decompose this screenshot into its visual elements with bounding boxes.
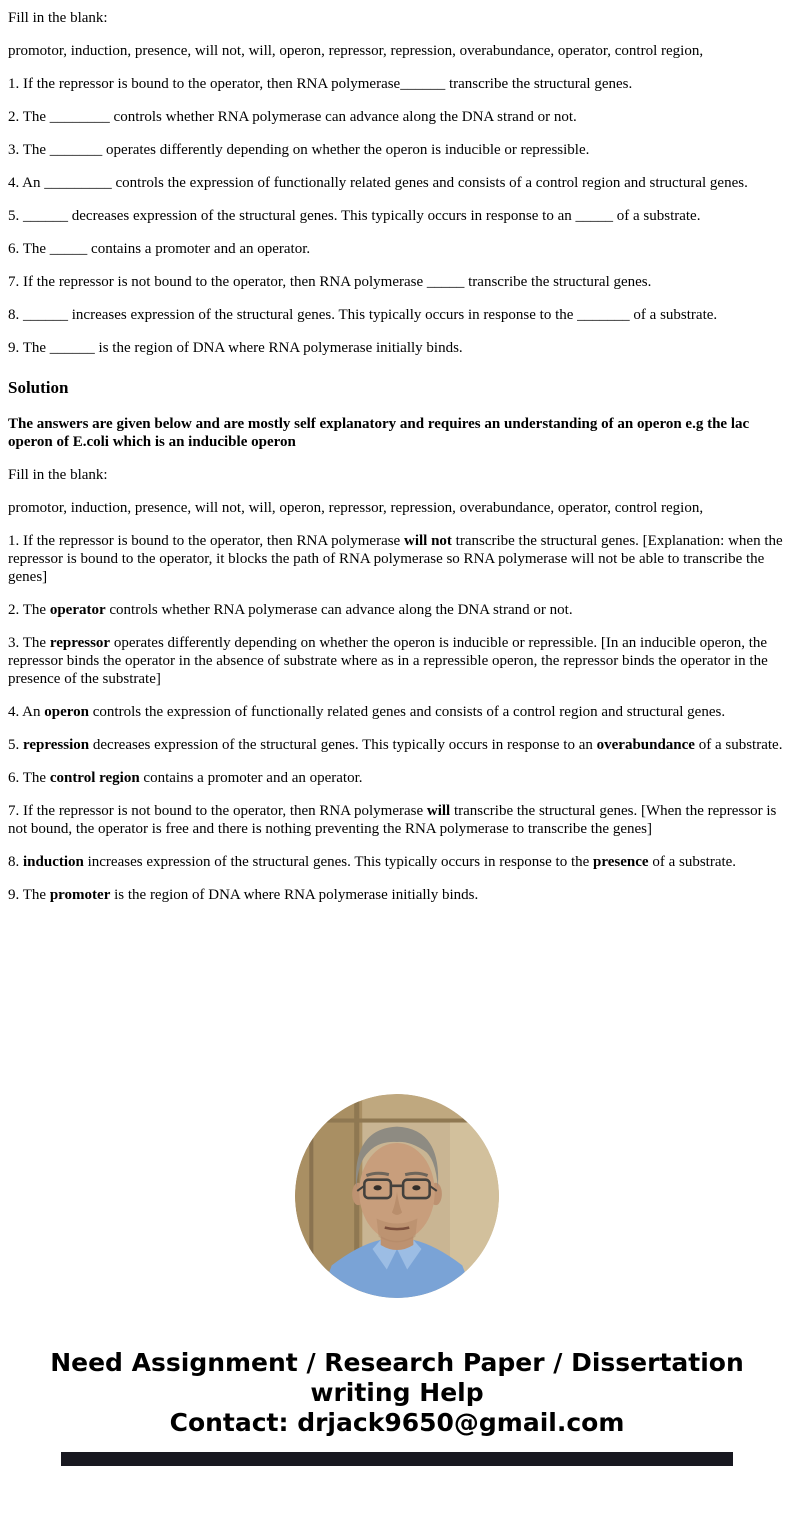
question-item-6: 6. The _____ contains a promoter and an operator.	[8, 241, 311, 257]
solution-prompt: Fill in the blank:	[8, 467, 108, 484]
answer-item-8: 8. induction increases expression of the structural genes. This typically occurs in response to the presence of a substrate.	[8, 854, 737, 871]
word-bank: promotor, induction, presence, will not, will, operon, repressor, repression, overabundance, operator, control region,	[8, 43, 704, 59]
question-item-8: 8. ______ increases expression of the structural genes. This typically occurs in response to the _______ of a substrate.	[8, 307, 718, 323]
footer-help-text: Need Assignment / Research Paper / Dissertation writing Help	[50, 1348, 744, 1408]
answer-item-9: 9. The promoter is the region of DNA where RNA polymerase initially binds.	[8, 887, 479, 904]
answer-item-2: 2. The operator controls whether RNA polymerase can advance along the DNA strand or not.	[8, 602, 573, 619]
answer-item-3: 3. The repressor operates differently depending on whether the operon is inducible or repressible. [In an inducible operon, the repressor binds the operator in the absence of substrate where as in a repressible operon, the repressor binds the operator in the presence of the substrate]	[8, 635, 768, 688]
solution-heading: Solution	[8, 378, 69, 397]
question-item-4: 4. An _________ controls the expression of functionally related genes and consists of a control region and structural genes.	[8, 175, 748, 191]
question-item-9: 9. The ______ is the region of DNA where RNA polymerase initially binds.	[8, 340, 463, 356]
question-item-5: 5. ______ decreases expression of the structural genes. This typically occurs in response to an _____ of a substrate.	[8, 208, 701, 224]
document-body	[0, 9, 794, 904]
solution-word-bank: promotor, induction, presence, will not, will, operon, repressor, repression, overabundance, operator, control region,	[8, 500, 704, 517]
footer-contact-email: Contact: drjack9650@gmail.com	[169, 1408, 625, 1438]
answer-item-4: 4. An operon controls the expression of functionally related genes and consists of a control region and structural genes.	[8, 704, 726, 721]
question-item-3: 3. The _______ operates differently depending on whether the operon is inducible or repressible.	[8, 142, 590, 158]
question-prompt: Fill in the blank:	[8, 10, 108, 26]
footer	[23, 1348, 771, 1438]
answer-item-1: 1. If the repressor is bound to the operator, then RNA polymerase will not transcribe the structural genes. [Explanation: when the repressor is bound to the operator, it blocks the path of RNA polymerase so RNA polymerase will not be able to transcribe the genes]	[8, 533, 783, 586]
question-item-7: 7. If the repressor is not bound to the operator, then RNA polymerase _____ transcribe the structural genes.	[8, 274, 652, 290]
answer-item-6: 6. The control region contains a promoter and an operator.	[8, 770, 363, 787]
question-item-1: 1. If the repressor is bound to the operator, then RNA polymerase______ transcribe the structural genes.	[8, 76, 633, 92]
person-photo	[295, 1094, 499, 1298]
answer-item-5: 5. repression decreases expression of the structural genes. This typically occurs in response to an overabundance of a substrate.	[8, 737, 783, 754]
bottom-bar	[61, 1452, 733, 1466]
person-photo-illustration	[295, 1094, 499, 1298]
solution-intro: The answers are given below and are mostly self explanatory and requires an understanding of an operon e.g the lac operon of E.coli which is an inducible operon	[8, 416, 750, 451]
answer-item-7: 7. If the repressor is not bound to the operator, then RNA polymerase will transcribe the structural genes. [When the repressor is not bound, the operator is free and there is nothing preventing the RNA polymerase to transcribe the genes]	[8, 803, 777, 838]
question-item-2: 2. The ________ controls whether RNA polymerase can advance along the DNA strand or not.	[8, 109, 577, 125]
